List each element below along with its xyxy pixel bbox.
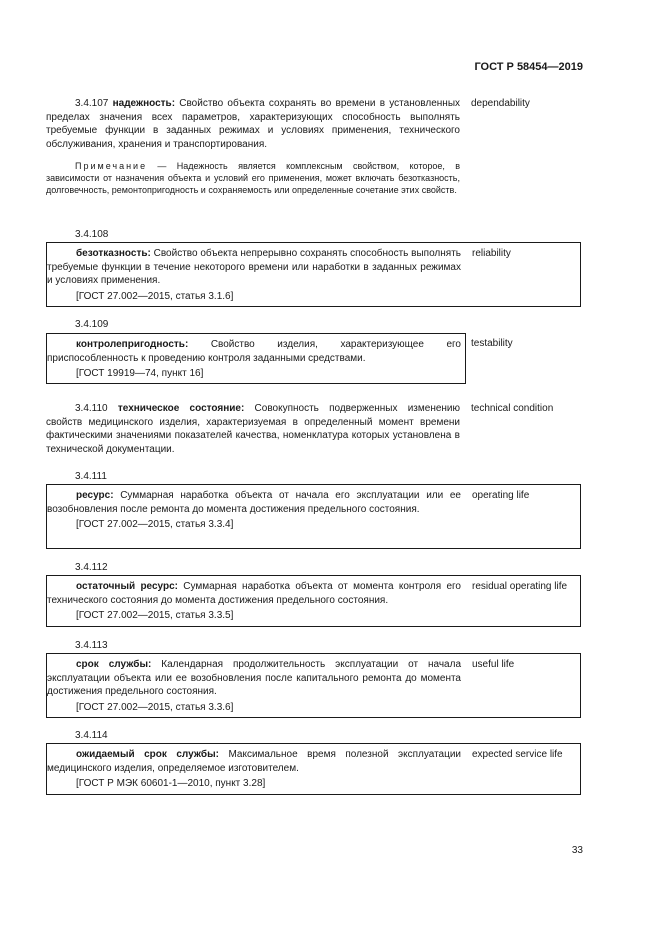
term: ресурс: — [76, 490, 114, 501]
definition — [47, 654, 461, 699]
source-reference: [ГОСТ 27.002—2015, статья 3.3.4] — [76, 519, 234, 530]
entry-number: 3.4.113 — [75, 640, 108, 651]
page-number: 33 — [571, 845, 583, 856]
definition-text: Свойство объекта непрерывно сохранять способность выполнять требуемые функции в течение некоторого времени или наработки в заданных режимах и условиях применения. — [47, 248, 461, 286]
definition — [47, 576, 461, 607]
definition — [46, 402, 460, 456]
source-reference: [ГОСТ Р МЭК 60601-1—2010, пункт 3.28] — [76, 778, 266, 789]
english-term: expected service life — [472, 749, 563, 760]
english-term: operating life — [472, 490, 530, 501]
entry-number: 3.4.110 — [75, 403, 108, 414]
english-term: dependability — [471, 98, 530, 109]
definition — [47, 744, 461, 775]
term: техническое состояние: — [117, 403, 245, 414]
term: ожидаемый срок службы: — [76, 749, 219, 760]
english-term: useful life — [472, 659, 515, 670]
term-entry-3-4-110 — [46, 402, 581, 456]
source-reference: [ГОСТ 27.002—2015, статья 3.1.6] — [76, 290, 234, 302]
term-entry-3-4-107 — [46, 97, 581, 196]
definition — [47, 334, 461, 365]
definition — [47, 485, 461, 516]
english-term: reliability — [472, 248, 511, 259]
source-reference: [ГОСТ 27.002—2015, статья 3.3.6] — [76, 701, 234, 713]
definition-text: Суммарная наработка объекта от момента контроля его технического состояния до момента достижения предельного состояния. — [47, 581, 461, 606]
entry-number: 3.4.111 — [75, 471, 107, 482]
note — [46, 160, 460, 196]
document-header: ГОСТ Р 58454—2019 — [474, 61, 583, 73]
term: надежность: — [112, 98, 176, 109]
definition — [47, 243, 461, 288]
term-entry-3-4-112 — [46, 575, 581, 627]
source-reference: [ГОСТ 27.002—2015, статья 3.3.5] — [76, 610, 234, 621]
english-term: residual operating life — [472, 581, 568, 592]
term-entry-3-4-111 — [46, 484, 581, 549]
english-term: testability — [471, 338, 513, 349]
definition-text: Свойство объекта сохранять во времени в установленных пределах значения всех параметров, характеризующих способность выполнять требуемые функции в заданных режимах и условиях применения, технического обслуживания, хранения и транспортирования. — [46, 98, 460, 150]
note-text: — Надежность является комплексным свойством, которое, в зависимости от назначения объекта и условий его применения, может включать безотказность, долговечность, ремонтопригодность и сохраняемость или определенные сочетание этих свойств. — [46, 161, 460, 195]
source-reference: [ГОСТ 19919—74, пункт 16] — [76, 368, 204, 379]
term-entry-3-4-113 — [46, 653, 581, 718]
term-entry-3-4-114 — [46, 743, 581, 795]
definition — [46, 97, 460, 151]
entry-number: 3.4.109 — [75, 319, 109, 330]
term-entry-3-4-109 — [46, 333, 466, 384]
term-entry-3-4-108 — [46, 242, 581, 307]
term: безотказность: — [76, 248, 151, 259]
english-term: technical condition — [471, 403, 554, 414]
entry-number: 3.4.107 — [75, 98, 109, 109]
definition-text: Совокупность подверженных изменению свойств медицинского изделия, характеризуемая в определенный момент времени фактическими значениями показателей качества, номенклатура которых установлена в технической документации. — [46, 403, 461, 455]
definition-text: Суммарная наработка объекта от начала его эксплуатации или ее возобновления после ремонта до момента достижения предельного состояния. — [47, 490, 461, 515]
note-label: Примечание — [75, 161, 148, 171]
term: контролепригодность: — [76, 339, 189, 350]
definition-text: Свойство изделия, характеризующее его приспособленность к проведению контроля заданными средствами. — [47, 339, 461, 364]
entry-number: 3.4.114 — [75, 730, 108, 741]
entry-number: 3.4.112 — [75, 562, 108, 573]
term: остаточный ресурс: — [76, 581, 178, 592]
entry-number: 3.4.108 — [75, 229, 109, 240]
term: срок службы: — [76, 659, 152, 670]
definition-text: Максимальное время полезной эксплуатации медицинского изделия, определяемое изготовителем. — [47, 749, 461, 774]
definition-text: Календарная продолжительность эксплуатации от начала эксплуатации объекта или ее возобновления после капитального ремонта до момента достижения предельного состояния. — [47, 659, 462, 697]
